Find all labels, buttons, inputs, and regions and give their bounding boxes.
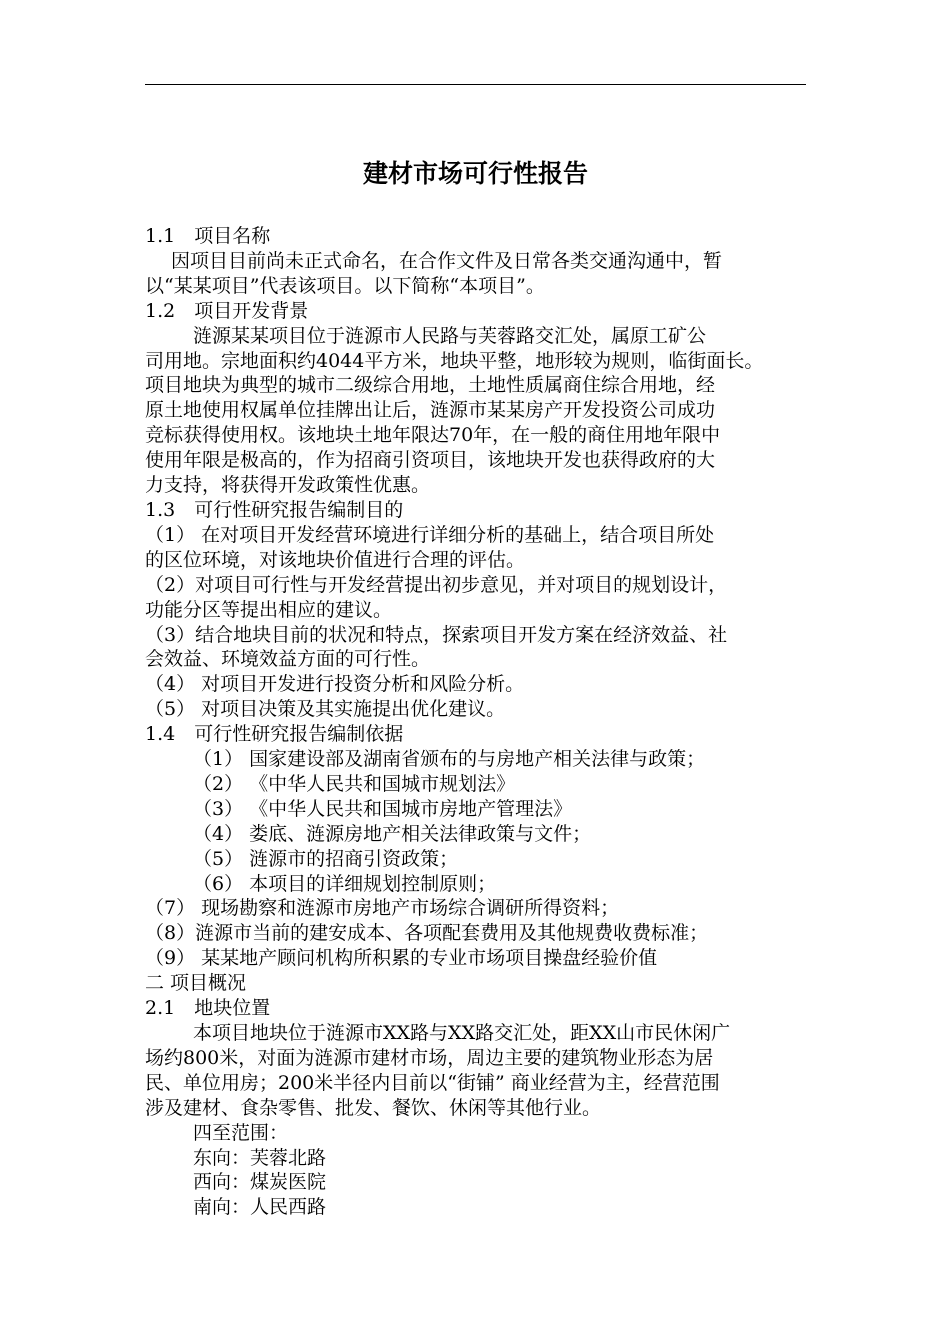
text-line: （8）涟源市当前的建安成本、各项配套费用及其他规费收费标准； xyxy=(145,922,709,945)
text-line: 涉及建材、食杂零售、批发、餐饮、休闲等其他行业。 xyxy=(145,1096,602,1119)
text-line: 原土地使用权属单位挂牌出让后，涟源市某某房产开发投资公司成功 xyxy=(145,399,716,422)
text-line: 2.1 地块位置 xyxy=(145,997,271,1020)
text-line: 司用地。宗地面积约4044平方米，地块平整，地形较为规则，临街面长。 xyxy=(145,349,764,372)
text-line: 功能分区等提出相应的建议。 xyxy=(145,598,393,621)
header-rule xyxy=(145,84,806,85)
text-line: 使用年限是极高的，作为招商引资项目，该地块开发也获得政府的大 xyxy=(145,449,716,472)
text-line: （1） 国家建设部及湖南省颁布的与房地产相关法律与政策； xyxy=(193,748,706,771)
text-line: 1.1 项目名称 xyxy=(145,225,271,247)
text-line: （4） 对项目开发进行投资分析和风险分析。 xyxy=(145,673,525,696)
document-body xyxy=(145,224,810,1220)
text-line: 民、单位用房；200米半径内目前以“街铺” 商业经营为主，经营范围 xyxy=(145,1071,720,1094)
document-title: 建材市场可行性报告 xyxy=(362,159,588,188)
text-line: 本项目地块位于涟源市XX路与XX路交汇处，距XX山市民休闲广 xyxy=(193,1022,731,1044)
text-line: 1.4 可行性研究报告编制依据 xyxy=(145,723,404,746)
text-line: （1） 在对项目开发经营环境进行详细分析的基础上，结合项目所处 xyxy=(145,523,715,546)
text-line: 会效益、环境效益方面的可行性。 xyxy=(145,648,431,671)
text-line: 涟源某某项目位于涟源市人民路与芙蓉路交汇处，属原工矿公 xyxy=(193,324,707,347)
text-line: 四至范围： xyxy=(193,1121,289,1144)
text-line: （2）对项目可行性与开发经营提出初步意见，并对项目的规划设计， xyxy=(145,573,728,596)
text-line: 二 项目概况 xyxy=(145,972,247,995)
text-line: （5） 涟源市的招商引资政策； xyxy=(193,847,459,870)
text-line: 1.3 可行性研究报告编制目的 xyxy=(145,498,404,521)
text-line: （4） 娄底、涟源房地产相关法律政策与文件； xyxy=(193,822,592,845)
text-line: （3） 《中华人民共和国城市房地产管理法》 xyxy=(193,797,573,820)
text-line: 以“某某项目”代表该项目。以下简称“本项目”。 xyxy=(145,274,545,297)
text-line: 的区位环境，对该地块价值进行合理的评估。 xyxy=(145,548,526,571)
text-line: 东向：芙蓉北路 xyxy=(193,1146,327,1169)
text-line: （9） 某某地产顾问机构所积累的专业市场项目操盘经验价值 xyxy=(145,947,658,970)
text-line: 竞标获得使用权。该地块土地年限达70年，在一般的商住用地年限中 xyxy=(145,424,721,447)
text-line: 1.2 项目开发背景 xyxy=(145,299,309,322)
text-line: 西向：煤炭医院 xyxy=(193,1171,327,1194)
text-line: 场约800米，对面为涟源市建材市场，周边主要的建筑物业形态为居 xyxy=(145,1046,714,1069)
text-line: 南向：人民西路 xyxy=(193,1196,327,1219)
text-line: （5） 对项目决策及其实施提出优化建议。 xyxy=(145,698,506,721)
text-line: 力支持，将获得开发政策性优惠。 xyxy=(145,474,431,497)
text-line: （6） 本项目的详细规划控制原则； xyxy=(193,872,497,895)
text-line: 项目地块为典型的城市二级综合用地，土地性质属商住综合用地，经 xyxy=(145,374,716,397)
text-line: （7） 现场勘察和涟源市房地产市场综合调研所得资料； xyxy=(145,897,620,920)
text-line: （3）结合地块目前的状况和特点，探索项目开发方案在经济效益、社 xyxy=(145,623,728,646)
text-line: （2） 《中华人民共和国城市规划法》 xyxy=(193,772,516,795)
text-line: 因项目目前尚未正式命名，在合作文件及日常各类交通沟通中，暂 xyxy=(171,249,723,272)
